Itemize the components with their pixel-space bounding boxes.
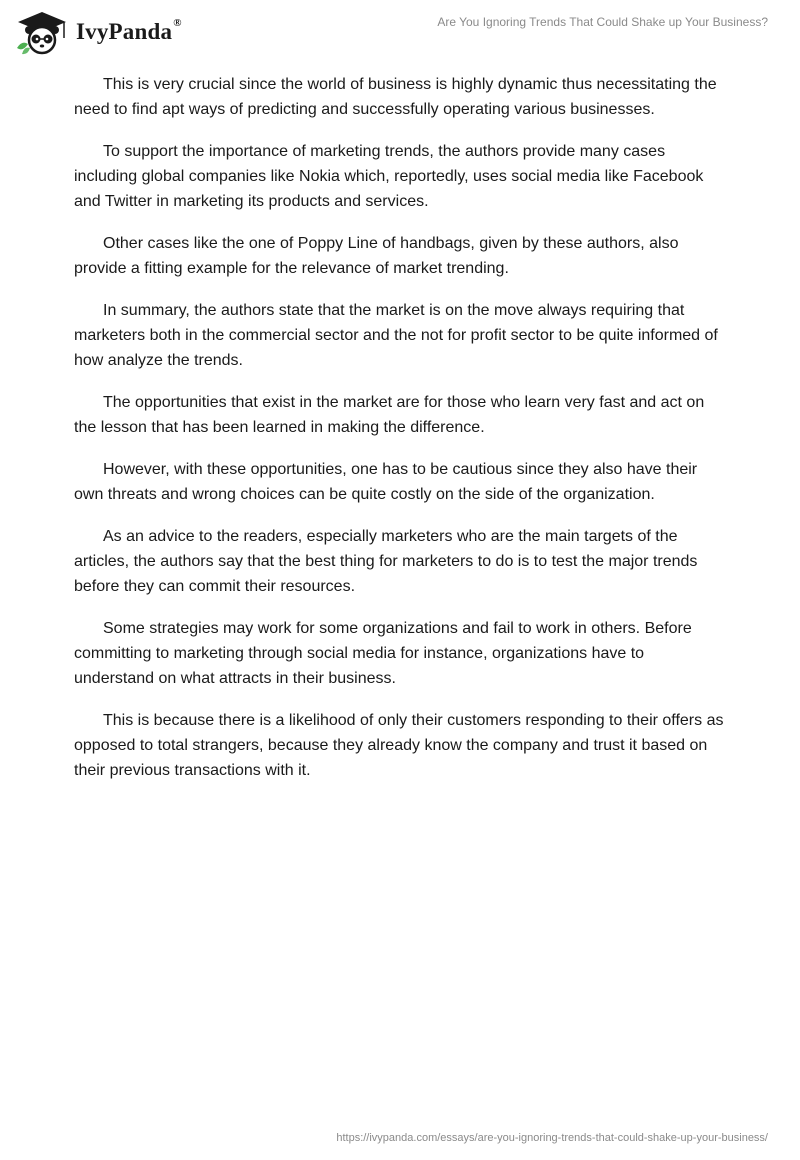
ivypanda-logo[interactable]	[14, 8, 182, 56]
essay-body	[74, 72, 726, 800]
panda-graduate-icon	[14, 8, 70, 56]
registered-mark: ®	[173, 17, 182, 29]
document-title: Are You Ignoring Trends That Could Shake up Your Business?	[437, 15, 768, 29]
paragraph: However, with these opportunities, one has to be cautious since they also have their own threats and wrong choices can be quite costly on the side of the organization.	[74, 461, 698, 503]
paragraph: Other cases like the one of Poppy Line of handbags, given by these authors, also provide a fitting example for the relevance of market trending.	[74, 235, 679, 277]
paragraph: In summary, the authors state that the market is on the move always requiring that marketers both in the commercial sector and the not for profit sector to be quite informed of how analyze the trends.	[74, 302, 718, 369]
brand-name: IvyPanda®	[76, 17, 182, 44]
paragraph: This is very crucial since the world of business is highly dynamic thus necessitating the need to find apt ways of predicting and successfully operating various businesses.	[74, 76, 717, 118]
paragraph: As an advice to the readers, especially marketers who are the main targets of the articles, the authors say that the best thing for marketers to do is to test the major trends before they can commit their resources.	[74, 528, 698, 595]
paragraph: To support the importance of marketing trends, the authors provide many cases including global companies like Nokia which, reportedly, uses social media like Facebook and Twitter in marketing its products and services.	[74, 143, 704, 210]
paragraph: Some strategies may work for some organizations and fail to work in others. Before committing to marketing through social media for instance, organizations have to understand on what attracts in their business.	[74, 620, 692, 687]
paragraph: The opportunities that exist in the market are for those who learn very fast and act on the lesson that has been learned in making the difference.	[74, 394, 705, 436]
source-url-link[interactable]: https://ivypanda.com/essays/are-you-ignoring-trends-that-could-shake-up-your-business/	[336, 1132, 768, 1144]
paragraph: This is because there is a likelihood of only their customers responding to their offers as opposed to total strangers, because they already know the company and trust it based on their previous transactions with it.	[74, 712, 724, 779]
